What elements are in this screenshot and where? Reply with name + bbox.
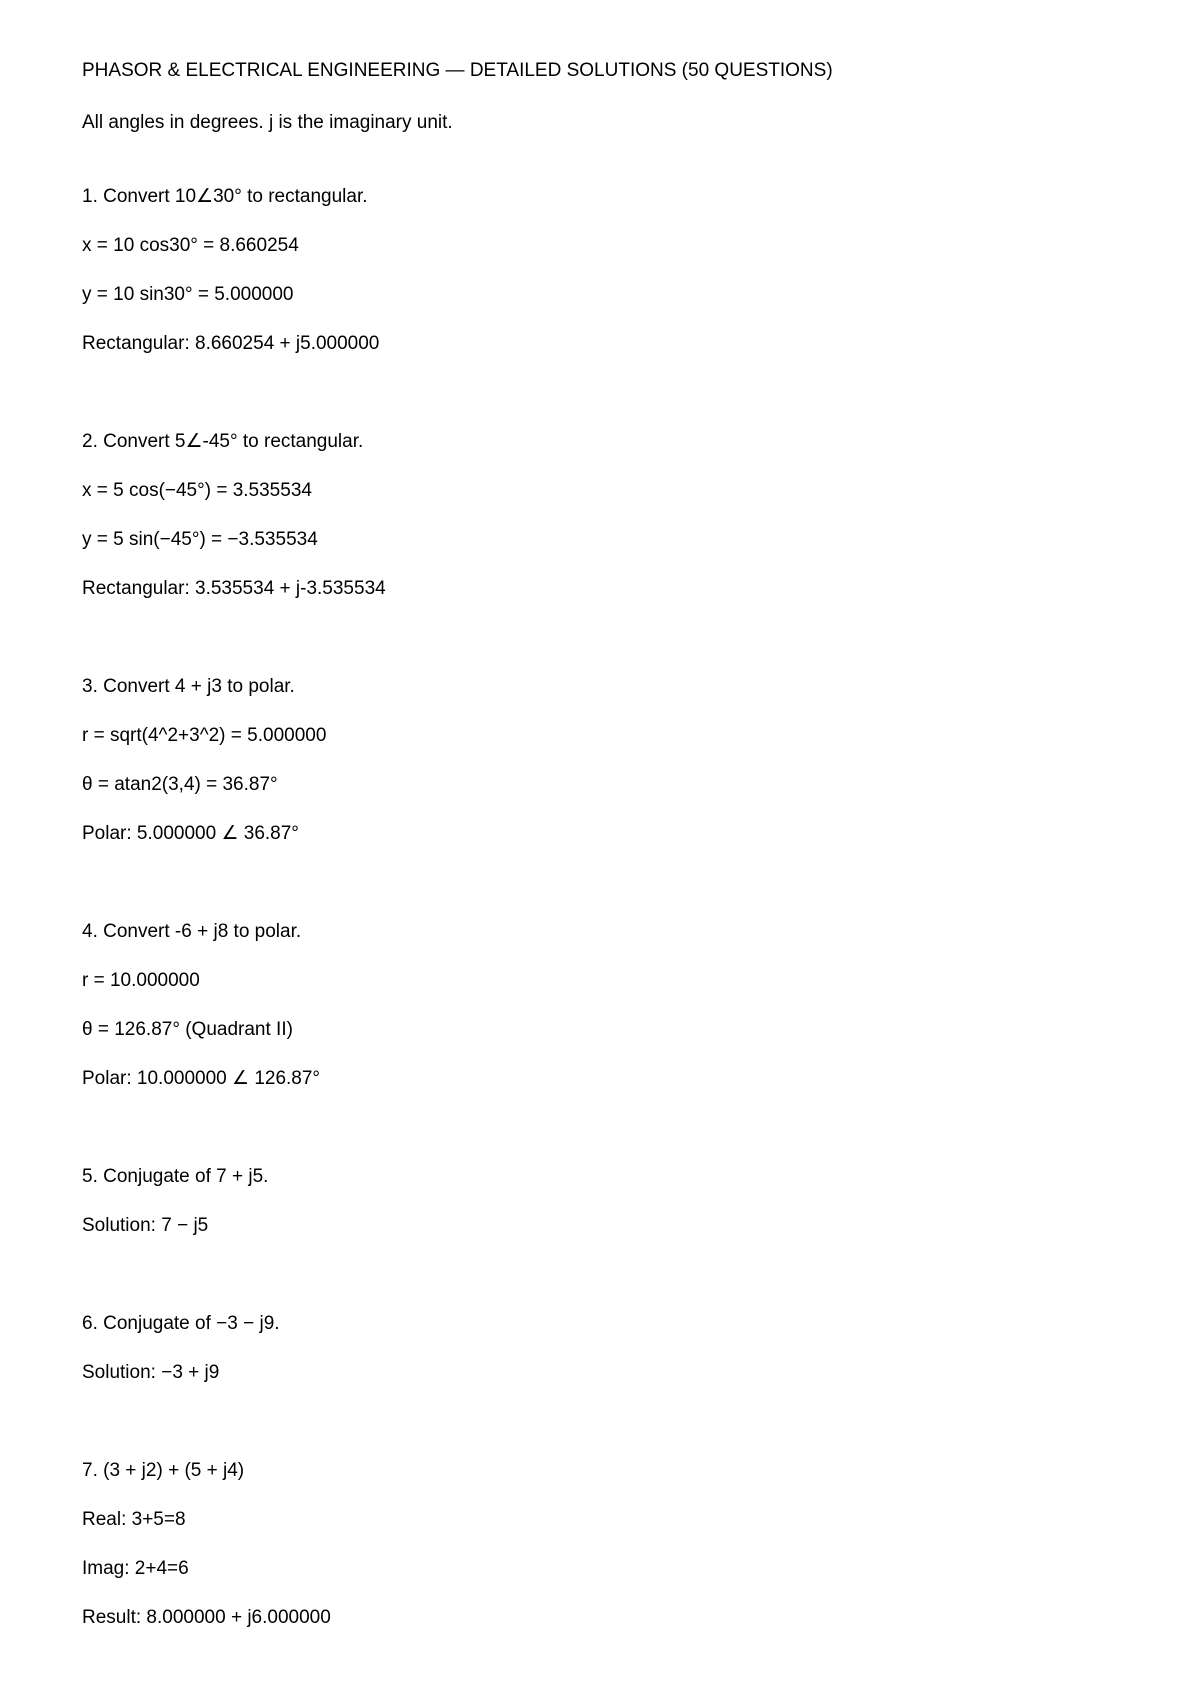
solution-line: Polar: 5.000000 ∠ 36.87° <box>82 823 299 844</box>
solution-line: r = sqrt(4^2+3^2) = 5.000000 <box>82 725 327 746</box>
solution-line: Real: 3+5=8 <box>82 1509 186 1530</box>
solution-line: x = 5 cos(−45°) = 3.535534 <box>82 480 312 501</box>
solution-line: θ = 126.87° (Quadrant II) <box>82 1019 293 1040</box>
solution-line: y = 10 sin30° = 5.000000 <box>82 284 294 305</box>
solution-line: Result: 8.000000 + j6.000000 <box>82 1607 331 1628</box>
solution-line: y = 5 sin(−45°) = −3.535534 <box>82 529 318 550</box>
solution-line: x = 10 cos30° = 8.660254 <box>82 235 299 256</box>
question-heading: 3. Convert 4 + j3 to polar. <box>82 676 295 697</box>
solution-line: Rectangular: 3.535534 + j-3.535534 <box>82 578 386 599</box>
document-title: PHASOR & ELECTRICAL ENGINEERING — DETAILED SOLUTIONS (50 QUESTIONS) <box>82 60 833 81</box>
solution-line: Solution: 7 − j5 <box>82 1215 209 1236</box>
solution-line: r = 10.000000 <box>82 970 200 991</box>
question-heading: 6. Conjugate of −3 − j9. <box>82 1313 280 1334</box>
question-heading: 4. Convert -6 + j8 to polar. <box>82 921 302 942</box>
question-heading: 5. Conjugate of 7 + j5. <box>82 1166 269 1187</box>
solution-line: θ = atan2(3,4) = 36.87° <box>82 774 278 795</box>
solution-line: Rectangular: 8.660254 + j5.000000 <box>82 333 380 354</box>
question-heading: 1. Convert 10∠30° to rectangular. <box>82 186 368 207</box>
question-heading: 7. (3 + j2) + (5 + j4) <box>82 1460 245 1481</box>
solution-line: Solution: −3 + j9 <box>82 1362 220 1383</box>
solution-line: Polar: 10.000000 ∠ 126.87° <box>82 1068 321 1089</box>
question-heading: 2. Convert 5∠-45° to rectangular. <box>82 431 364 452</box>
solution-line: Imag: 2+4=6 <box>82 1558 189 1579</box>
document-intro: All angles in degrees. j is the imaginary unit. <box>82 112 453 133</box>
